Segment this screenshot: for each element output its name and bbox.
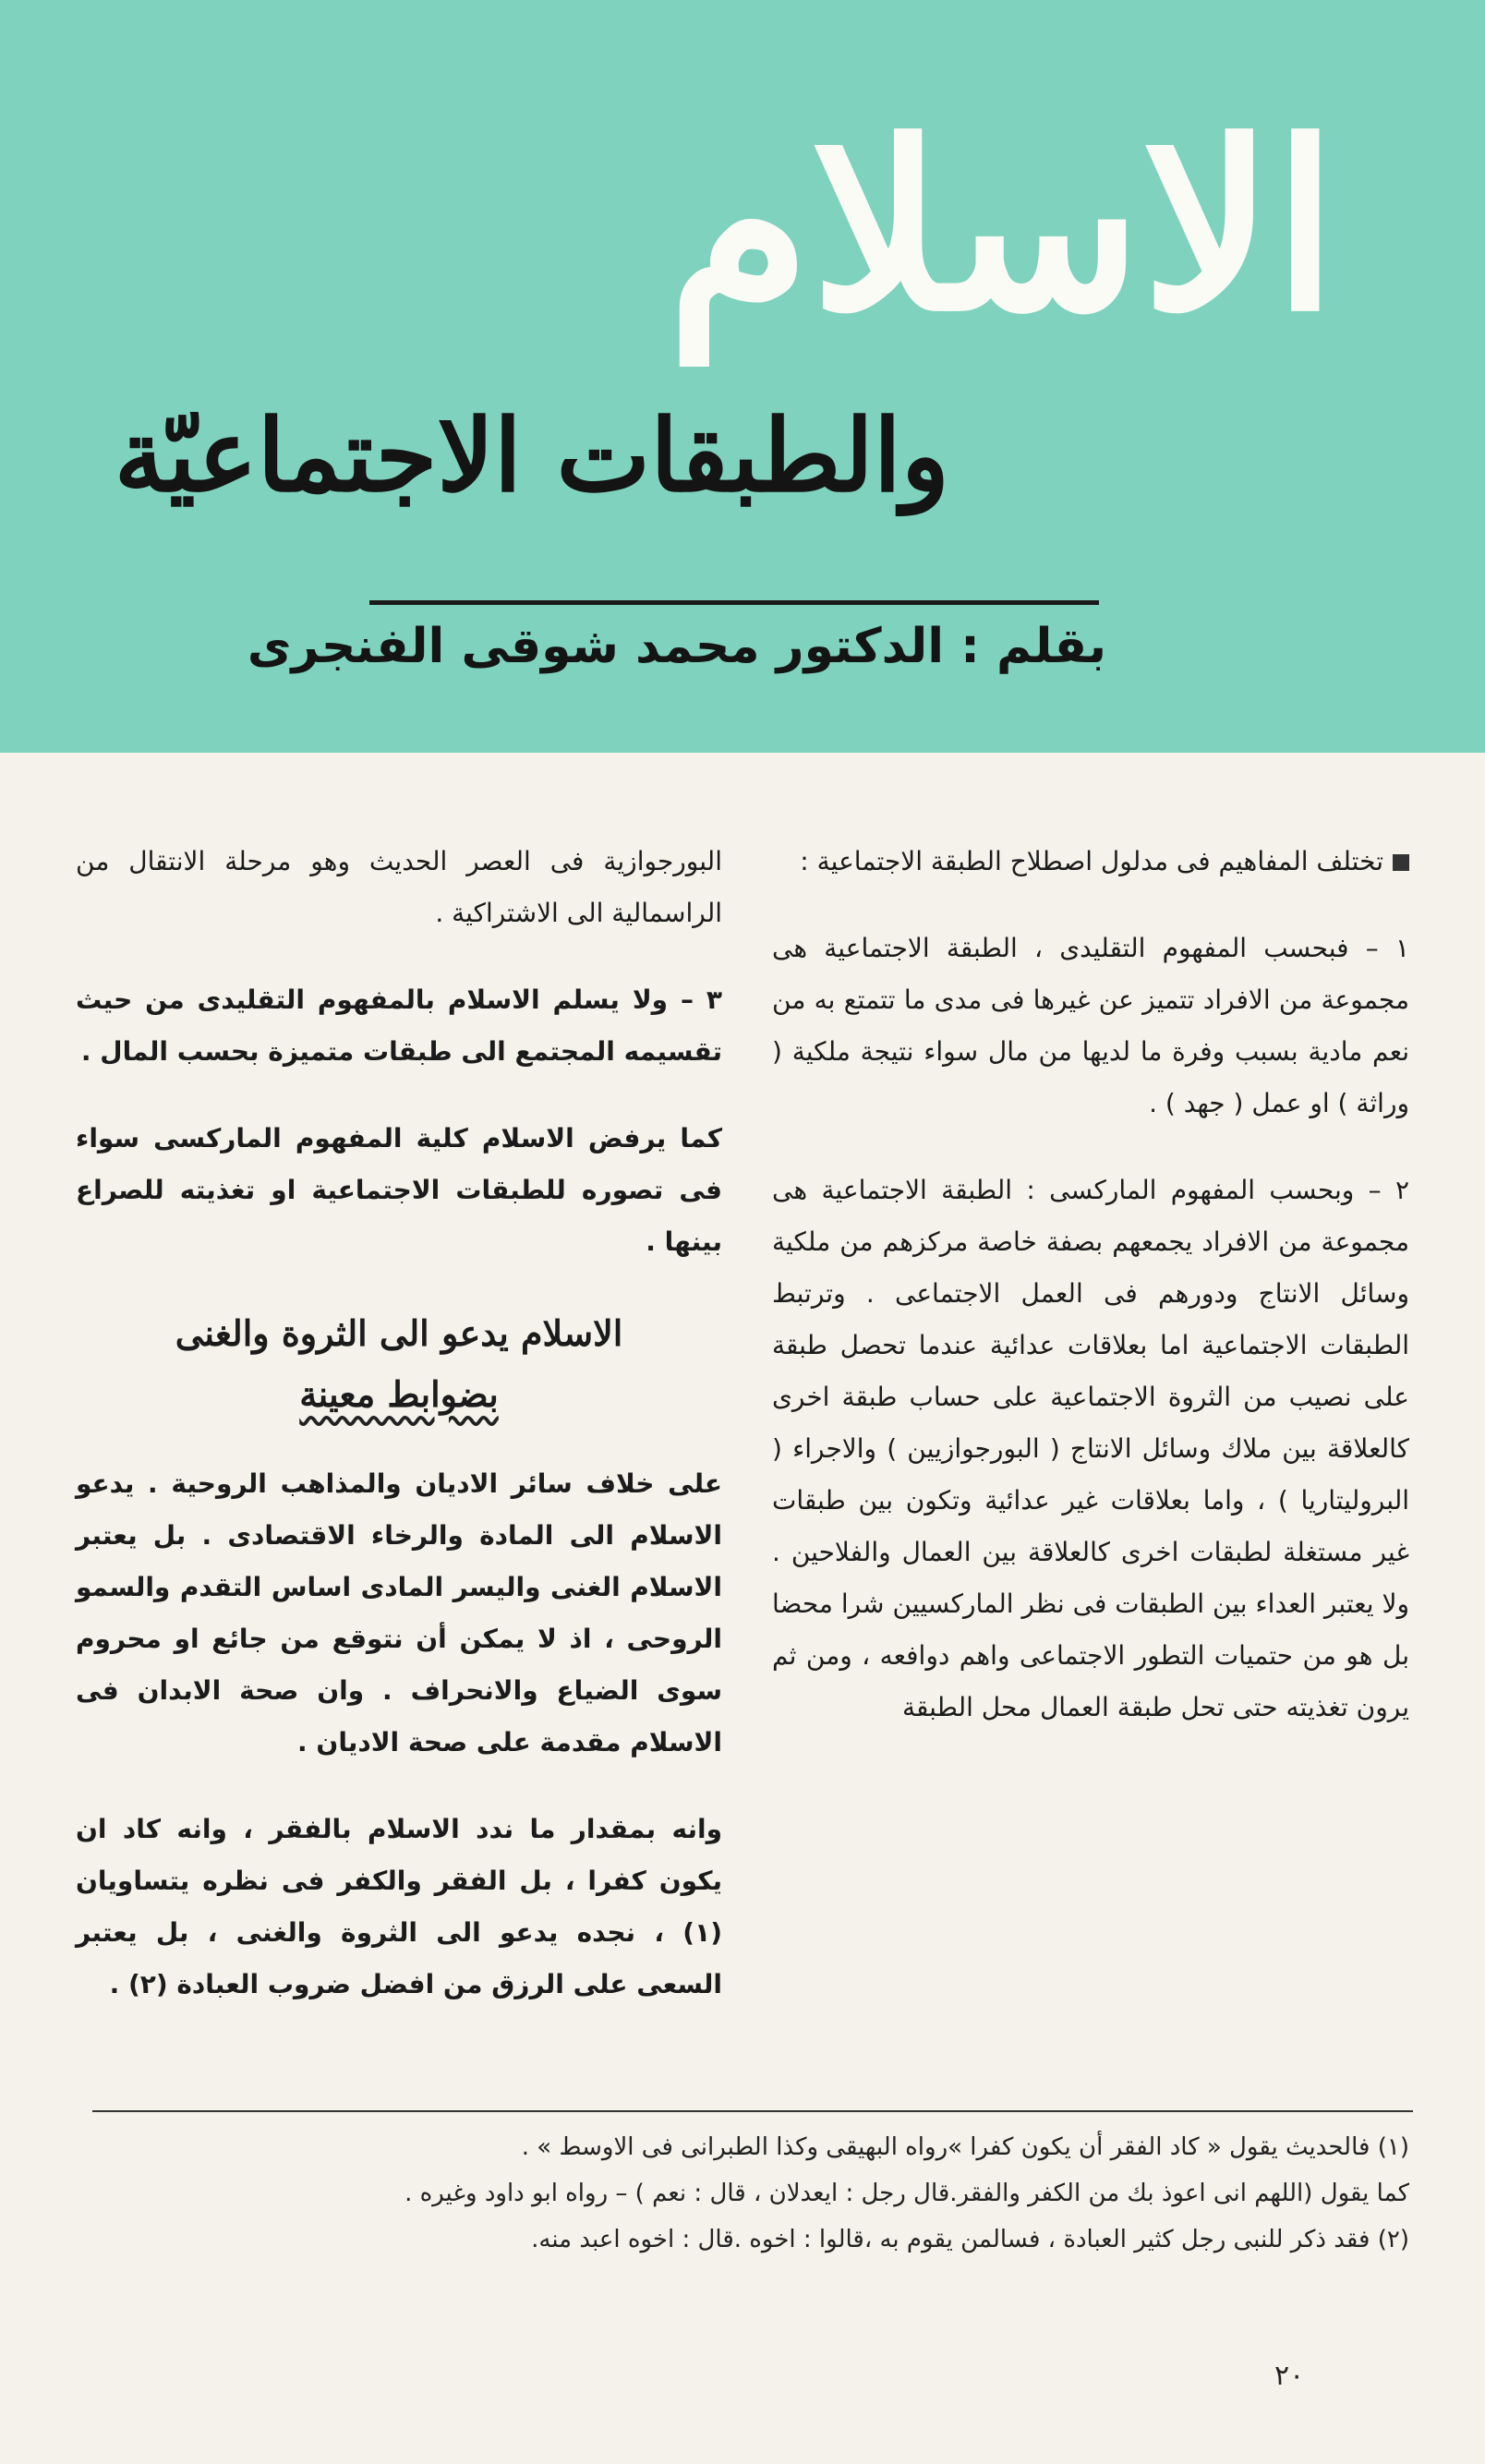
author-byline: بقلم : الدكتور محمد شوقى الفنجرى xyxy=(247,619,1106,674)
traditional-concept-paragraph: ١ – فبحسب المفهوم التقليدى ، الطبقة الاجتماعية هى مجموعة من الافراد تتميز عن غيرها فى مدى ما تتمتع به من نعم مادية بسبب وفرة ما لديها من مال سواء نتيجة ملكية ( وراثة ) او عمل ( جهد ) . xyxy=(772,933,1409,1118)
footnote-1-line-1: (١) فالحديث يقول « كاد الفقر أن يكون كفرا »رواه البهيقى وكذا الطبرانى فى الاوسط » . xyxy=(521,2133,1409,2161)
article-subtitle: والطبقات الاجتماعيّة xyxy=(114,398,949,514)
right-column xyxy=(772,836,1409,1769)
section-heading-line1: الاسلام يدعو الى الثروة والغنى xyxy=(175,1312,623,1354)
section-heading-line2: بضوابط معينة xyxy=(299,1373,499,1415)
article-title: الاسلام xyxy=(667,91,1337,362)
left-column xyxy=(76,836,722,2046)
footnote-divider xyxy=(92,2110,1413,2112)
bourgeois-paragraph: البورجوازية فى العصر الحديث وهو مرحلة الانتقال من الراسمالية الى الاشتراكية . xyxy=(76,846,722,928)
islam-marxist-paragraph: كما يرفض الاسلام كلية المفهوم الماركسى سواء فى تصوره للطبقات الاجتماعية او تغذيته للصراع بينها . xyxy=(76,1123,722,1257)
intro-paragraph: تختلف المفاهيم فى مدلول اصطلاح الطبقة الاجتماعية : xyxy=(772,836,1409,888)
marxist-concept-paragraph: ٢ – وبحسب المفهوم الماركسى : الطبقة الاجتماعية هى مجموعة من الافراد يجمعهم بصفة خاصة مركزهم من ملكية وسائل الانتاج ودورهم فى العمل الاجتماعى . وترتبط الطبقات الاجتماعية اما بعلاقات عدائية عندما تحصل طبقة على نصيب من الثروة الاجتماعية على حساب طبقة اخرى كالعلاقة بين ملاك وسائل الانتاج ( البورجوازيين ) والاجراء ( البروليتاريا ) ، واما بعلاقات غير عدائية وتكون بين طبقات غير مستغلة لطبقات اخرى كالعلاقة بين العمال والفلاحين . ولا يعتبر العداء بين الطبقات فى نظر الماركسيين شرا محضا بل هو من حتميات التطور الاجتماعى واهم دوافعه ، ومن ثم يرون تغذيته حتى تحل طبقة العمال محل الطبقة xyxy=(772,1175,1409,1722)
footnote-2: (٢) فقد ذكر للنبى رجل كثير العبادة ، فسالمن يقوم به ،قالوا : اخوه .قال : اخوه اعبد منه. xyxy=(531,2226,1409,2253)
page-number: ٢٠ xyxy=(1274,2360,1305,2392)
bullet-square-icon xyxy=(1393,854,1409,871)
footnote-1-line-2: كما يقول (اللهم انى اعوذ بك من الكفر والفقر.قال رجل : ايعدلان ، قال : نعم ) – رواه ابو داود وغيره . xyxy=(404,2180,1409,2207)
footnotes xyxy=(79,2124,1409,2263)
section-heading xyxy=(76,1303,722,1425)
islam-traditional-paragraph: ٣ – ولا يسلم الاسلام بالمفهوم التقليدى من حيث تقسيمه المجتمع الى طبقات متميزة بحسب المال . xyxy=(76,984,722,1067)
title-banner xyxy=(0,0,1485,753)
title-divider xyxy=(369,600,1099,605)
wealth-paragraph: على خلاف سائر الاديان والمذاهب الروحية . يدعو الاسلام الى المادة والرخاء الاقتصادى . بل يعتبر الاسلام الغنى واليسر المادى اساس التقدم والسمو الروحى ، اذ لا يمكن أن نتوقع من جائع او محروم سوى الضياع والانحراف . وان صحة الابدان فى الاسلام مقدمة على صحة الاديان . xyxy=(76,1468,722,1757)
poverty-paragraph: وانه بمقدار ما ندد الاسلام بالفقر ، وانه كاد ان يكون كفرا ، بل الفقر والكفر فى نظره يتساويان (١) ، نجده يدعو الى الثروة والغنى ، بل يعتبر السعى على الرزق من افضل ضروب العبادة (٢) . xyxy=(76,1814,722,1999)
